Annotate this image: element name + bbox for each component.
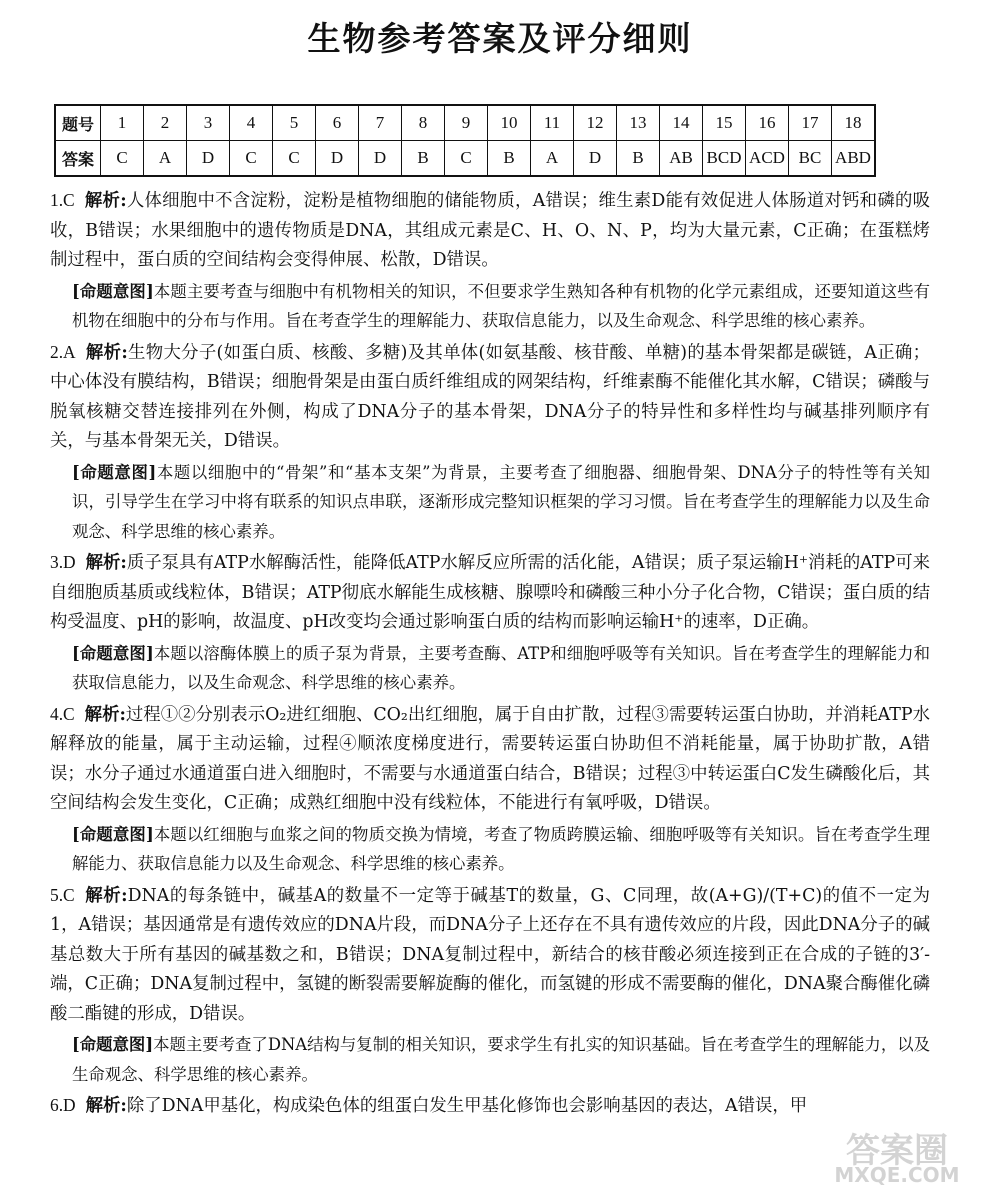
analysis-text: 人体细胞中不含淀粉，淀粉是植物细胞的储能物质，A错误；维生素D能有效促进人体肠道对钙和磷的吸收，B错误；水果细胞中的遗传物质是DNA，其组成元素是C、H、O、N、P，均为大量元素，C正确；在蛋糕烤制过程中，蛋白质的空间结构会变得伸展、松散，D错误。: [50, 191, 930, 270]
question-intent: [72, 1030, 930, 1089]
question-intent: [72, 277, 930, 336]
analysis-label: 解析:: [84, 885, 128, 906]
question-intent: [72, 458, 930, 547]
question-answer-number: 6.D: [50, 1095, 76, 1115]
answer-cell: C: [445, 141, 488, 177]
question-intent: [72, 820, 930, 879]
question-number: 13: [617, 105, 660, 141]
question-number: 18: [832, 105, 876, 141]
analysis-label: 解析:: [85, 342, 128, 363]
analysis-label: 解析:: [85, 1096, 127, 1116]
explanations: [50, 186, 930, 1122]
question-answer-number: 4.C: [50, 703, 75, 724]
question-number: 12: [574, 105, 617, 141]
answer-cell: B: [402, 141, 445, 177]
question-number: 15: [703, 105, 746, 141]
answer-cell: D: [359, 141, 402, 177]
intent-text: 本题以细胞中的“骨架”和“基本支架”为背景，主要考查了细胞器、细胞骨架、DNA分子的特性等有关知识，引导学生在学习中将有联系的知识点串联，逐渐形成完整知识框架的学习习惯。旨在考查学生的理解能力以及生命观念、科学思维的核心素养。: [72, 462, 930, 541]
analysis-text: 生物大分子(如蛋白质、核酸、多糖)及其单体(如氨基酸、核苷酸、单糖)的基本骨架都是碳链，A正确；中心体没有膜结构，B错误；细胞骨架是由蛋白质纤维组成的网架结构，纤维素酶不能催化其水解，C错误；磷酸与脱氧核糖交替连接排列在外侧，构成了DNA分子的基本骨架，DNA分子的特异性和多样性均与碱基排列顺序有关，与基本骨架无关，D错误。: [50, 342, 930, 451]
question-answer-number: 2.A: [50, 341, 76, 362]
question-answer-number: 5.C: [50, 884, 75, 905]
analysis-text: 除了DNA甲基化，构成染色体的组蛋白发生甲基化修饰也会影响基因的表达，A错误，甲: [126, 1096, 808, 1116]
answer-cell: A: [531, 141, 574, 177]
answer-cell: B: [617, 141, 660, 177]
answer-cell: D: [187, 141, 230, 177]
intent-label: [命题意图]: [72, 643, 154, 663]
analysis-text: 过程①②分别表示O₂进红细胞、CO₂出红细胞，属于自由扩散，过程③需要转运蛋白协助，并消耗ATP水解释放的能量，属于主动运输，过程④顺浓度梯度进行，需要转运蛋白协助但不消耗能量，属于协助扩散，A错误；水分子通过水通道蛋白进入细胞时，不需要与水通道蛋白结合，B错误；过程③中转运蛋白C发生磷酸化后，其空间结构会发生变化，C正确；成熟红细胞中没有线粒体，不能进行有氧呼吸，D错误。: [50, 704, 930, 813]
row-label-number: 题号: [55, 105, 101, 141]
answer-cell: D: [574, 141, 617, 177]
question-number: 3: [187, 105, 230, 141]
question-number: 16: [746, 105, 789, 141]
intent-text: 本题主要考查了DNA结构与复制的相关知识，要求学生有扎实的知识基础。旨在考查学生的理解能力，以及生命观念、科学思维的核心素养。: [72, 1035, 930, 1084]
answer-cell: C: [273, 141, 316, 177]
intent-text: 本题以红细胞与血浆之间的物质交换为情境，考查了物质跨膜运输、细胞呼吸等有关知识。旨在考查学生理解能力、获取信息能力以及生命观念、科学思维的核心素养。: [72, 824, 931, 873]
question-number: 10: [488, 105, 531, 141]
analysis-label: 解析:: [85, 553, 127, 573]
watermark-logo: [812, 1121, 982, 1191]
answer-cell: ACD: [746, 141, 789, 177]
analysis-text: 质子泵具有ATP水解酶活性，能降低ATP水解反应所需的活化能，A错误；质子泵运输H⁺消耗的ATP可来自细胞质基质或线粒体，B错误；ATP彻底水解能生成核糖、腺嘌呤和磷酸三种小分子化合物，C错误；蛋白质的结构受温度、pH的影响，故温度、pH改变均会通过影响蛋白质的结构而影响运输H⁺的速率，D正确。: [50, 553, 930, 632]
question-answer-number: 3.D: [50, 552, 76, 572]
answer-cell: C: [230, 141, 273, 177]
answer-cell: C: [101, 141, 144, 177]
question-number: 8: [402, 105, 445, 141]
question-analysis: [50, 700, 930, 819]
question-analysis: [50, 186, 930, 276]
answer-cell: D: [316, 141, 359, 177]
analysis-text: DNA的每条链中，碱基A的数量不一定等于碱基T的数量，G、C同理，故(A+G)/(T+C)的值不一定为1，A错误；基因通常是有遗传效应的DNA片段，而DNA分子上还存在不具有遗传效应的片段，因此DNA分子的碱基总数大于所有基因的碱基数之和，B错误；DNA复制过程中，新结合的核苷酸必须连接到正在合成的子链的3′-端，C正确；DNA复制过程中，氢键的断裂需要解旋酶的催化，而氢键的形成不需要酶的催化，DNA聚合酶催化磷酸二酯键的形成，D错误。: [50, 885, 931, 1024]
answer-table: [54, 104, 876, 177]
question-answer-number: 1.C: [50, 190, 75, 210]
question-number: 14: [660, 105, 703, 141]
question-number-row: [55, 105, 875, 141]
question-analysis: [50, 881, 930, 1030]
question-number: 11: [531, 105, 574, 141]
intent-label: [命题意图]: [72, 281, 154, 301]
question-analysis: [50, 548, 930, 638]
analysis-label: 解析:: [84, 191, 127, 211]
answer-cell: ABD: [832, 141, 876, 177]
page-title: 生物参考答案及评分细则: [307, 19, 693, 58]
answer-cell: A: [144, 141, 187, 177]
answer-cell: BCD: [703, 141, 746, 177]
intent-label: [命题意图]: [72, 1035, 154, 1054]
analysis-label: 解析:: [84, 704, 126, 725]
question-analysis: [50, 338, 930, 457]
answer-row: [55, 141, 875, 177]
intent-label: [命题意图]: [72, 462, 157, 482]
question-analysis: [50, 1091, 930, 1122]
intent-text: 本题主要考查与细胞中有机物相关的知识，不但要求学生熟知各种有机物的化学元素组成，还要知道这些有机物在细胞中的分布与作用。旨在考查学生的理解能力、获取信息能力，以及生命观念、科学思维的核心素养。: [72, 281, 931, 330]
question-number: 9: [445, 105, 488, 141]
question-number: 7: [359, 105, 402, 141]
answer-cell: AB: [660, 141, 703, 177]
answer-cell: BC: [789, 141, 832, 177]
question-intent: [72, 639, 930, 698]
intent-label: [命题意图]: [72, 824, 154, 844]
question-number: 1: [101, 105, 144, 141]
question-number: 17: [789, 105, 832, 141]
question-number: 6: [316, 105, 359, 141]
watermark-text: 答案圈: [846, 1131, 948, 1171]
question-number: 4: [230, 105, 273, 141]
row-label-answer: 答案: [55, 141, 101, 177]
intent-text: 本题以溶酶体膜上的质子泵为背景，主要考查酶、ATP和细胞呼吸等有关知识。旨在考查学生的理解能力和获取信息能力，以及生命观念、科学思维的核心素养。: [72, 643, 931, 692]
question-number: 2: [144, 105, 187, 141]
watermark-url: MXQE.COM: [834, 1163, 960, 1187]
question-number: 5: [273, 105, 316, 141]
answer-cell: B: [488, 141, 531, 177]
